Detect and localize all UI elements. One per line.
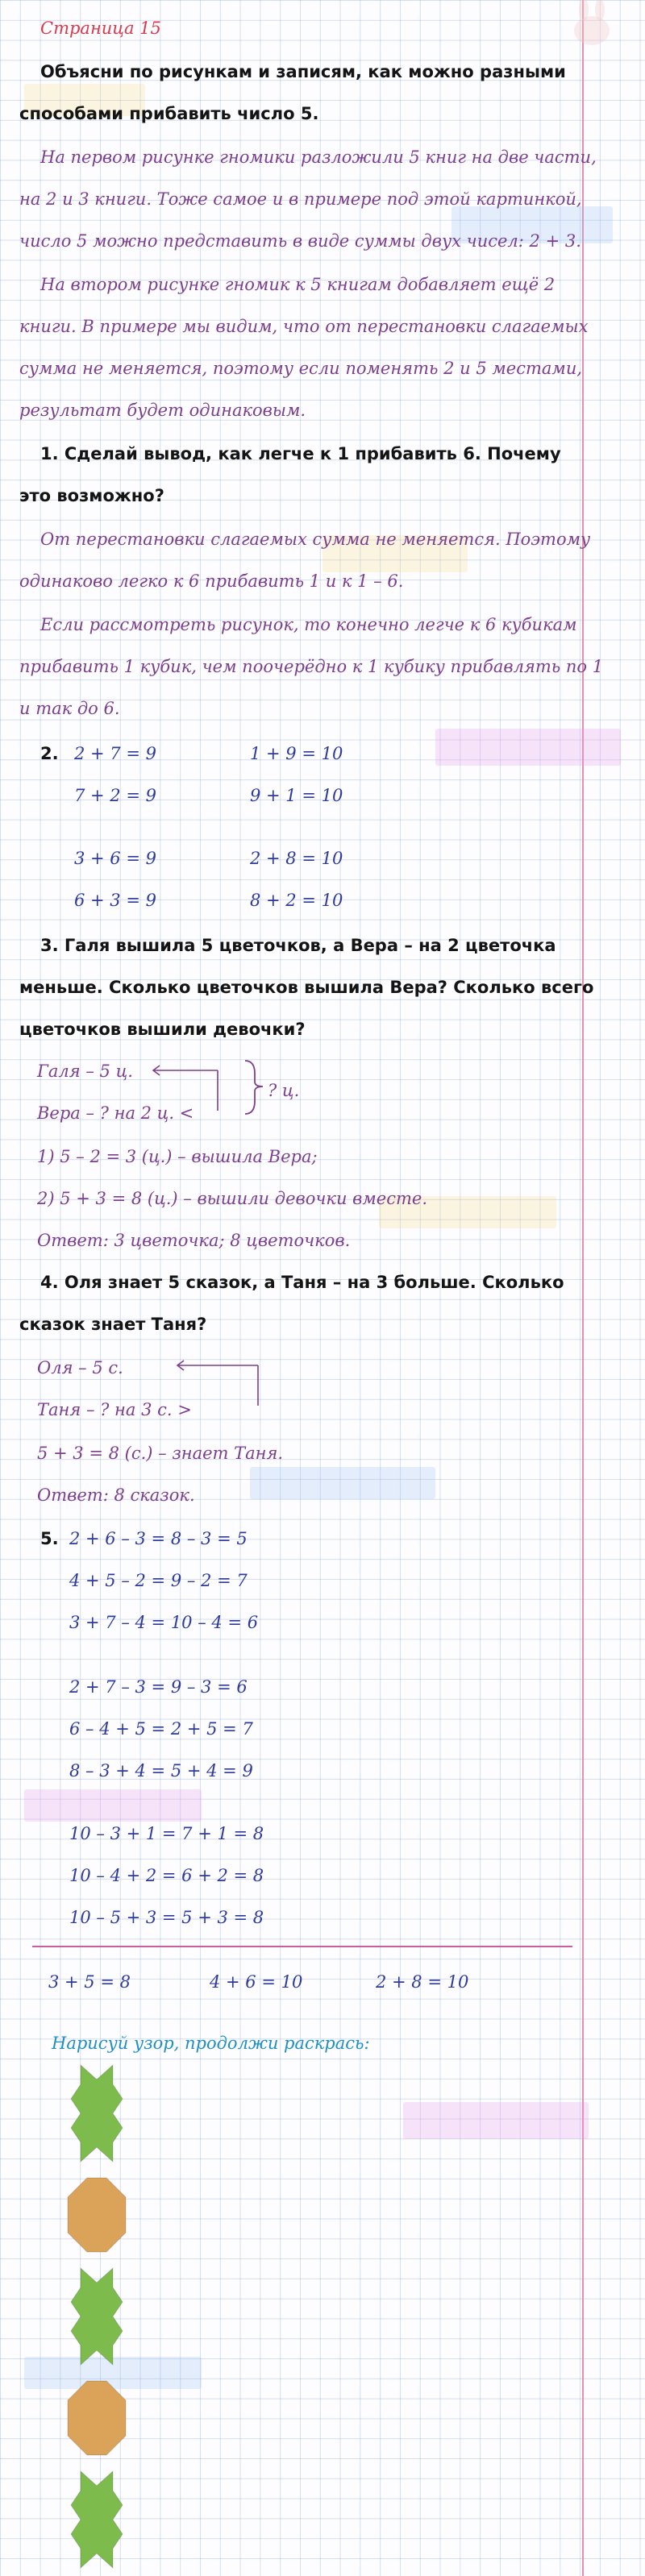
task3-solution-step: 2) 5 + 3 = 8 (ц.) – вышили девочки вместе.: [37, 1189, 428, 1208]
task4-short-record: Оля – 5 с.: [37, 1358, 123, 1377]
intro-paragraph-line: сумма не меняется, поэтому если поменять 2 и 5 местами,: [19, 359, 583, 378]
green-pattern-shape: [71, 2471, 123, 2568]
watermark: [24, 1789, 202, 1822]
intro-paragraph-line: На втором рисунке гномик к 5 книгам добавляет ещё 2: [40, 275, 556, 294]
task3-answer: Ответ: 3 цветочка; 8 цветочков.: [37, 1231, 351, 1250]
task3-short-record: Галя – 5 ц.: [37, 1062, 133, 1081]
task5-equation: 10 – 3 + 1 = 7 + 1 = 8: [69, 1824, 264, 1843]
task2-equation: 2 + 8 = 10: [250, 849, 343, 868]
task3-comparison-arrow: [145, 1062, 226, 1111]
task4-solution: 5 + 3 = 8 (с.) – знает Таня.: [37, 1444, 284, 1463]
task1-answer-line: От перестановки слагаемых сумма не меняется. Поэтому: [40, 530, 591, 549]
task4-question-line: сказок знает Таня?: [19, 1315, 207, 1334]
task4-question-line: 4. Оля знает 5 сказок, а Таня – на 3 больше. Сколько: [40, 1273, 564, 1292]
task2-equation: 7 + 2 = 9: [74, 786, 156, 805]
task5-equation: 3 + 7 – 4 = 10 – 4 = 6: [69, 1613, 259, 1632]
task5-equation: 10 – 5 + 3 = 5 + 3 = 8: [69, 1908, 264, 1927]
task2-equation: 3 + 6 = 9: [74, 849, 156, 868]
task3-short-record: Вера – ? на 2 ц. <: [37, 1103, 194, 1123]
page-title: Страница 15: [40, 19, 161, 38]
bunny-logo-icon: [560, 0, 624, 48]
task1-answer-line: и так до 6.: [19, 699, 120, 718]
intro-paragraph-line: на 2 и 3 книги. Тоже самое и в примере под этой картинкой,: [19, 189, 582, 209]
task1-answer-line: прибавить 1 кубик, чем поочерёдно к 1 кубику прибавлять по 1: [19, 657, 604, 676]
task3-question-line: меньше. Сколько цветочков вышила Вера? Сколько всего: [19, 978, 594, 997]
task3-question-line: 3. Галя вышила 5 цветочков, а Вера – на 2 цветочка: [40, 936, 556, 955]
pattern-drawing: [48, 2063, 161, 2576]
task1-answer-line: одинаково легко к 6 прибавить 1 и к 1 – 6.: [19, 571, 404, 591]
task2-equation: 6 + 3 = 9: [74, 891, 156, 910]
task3-brace-label: ? ц.: [268, 1081, 300, 1100]
intro-paragraph-line: книги. В примере мы видим, что от перестановки слагаемых: [19, 317, 589, 336]
extra-equation: 4 + 6 = 10: [210, 1972, 303, 1992]
watermark: [403, 2102, 589, 2139]
task1-answer-line: Если рассмотреть рисунок, то конечно легче к 6 кубикам: [40, 615, 577, 634]
task2-number: 2.: [40, 744, 59, 763]
task2-equation: 9 + 1 = 10: [250, 786, 343, 805]
task2-equation: 1 + 9 = 10: [250, 744, 343, 763]
green-pattern-shape: [71, 2065, 123, 2162]
watermark: [250, 1467, 435, 1499]
intro-question-line: Объясни по рисункам и записям, как можно разными: [40, 62, 566, 81]
task2-equation: 8 + 2 = 10: [250, 891, 343, 910]
task5-number: 5.: [40, 1529, 59, 1548]
task3-question-line: цветочков вышили девочки?: [19, 1020, 306, 1039]
task1-question-line: 1. Сделай вывод, как легче к 1 прибавить 6. Почему: [40, 444, 561, 463]
pattern-title: Нарисуй узор, продолжи раскрась:: [52, 2034, 370, 2053]
task5-equation: 2 + 7 – 3 = 9 – 3 = 6: [69, 1677, 248, 1697]
task4-answer: Ответ: 8 сказок.: [37, 1485, 195, 1505]
section-divider: [32, 1946, 572, 1947]
watermark: [435, 729, 621, 766]
intro-paragraph-line: результат будет одинаковым.: [19, 401, 306, 420]
extra-equation: 3 + 5 = 8: [48, 1972, 131, 1992]
task5-equation: 6 – 4 + 5 = 2 + 5 = 7: [69, 1719, 253, 1739]
extra-equation: 2 + 8 = 10: [376, 1972, 469, 1992]
task4-comparison-arrow: [169, 1357, 266, 1406]
intro-paragraph-line: На первом рисунке гномики разложили 5 книг на две части,: [40, 147, 597, 167]
task5-equation: 8 – 3 + 4 = 5 + 4 = 9: [69, 1761, 253, 1780]
task2-equation: 2 + 7 = 9: [74, 744, 156, 763]
orange-pattern-shape: [68, 2178, 126, 2252]
task5-equation: 10 – 4 + 2 = 6 + 2 = 8: [69, 1866, 264, 1885]
task3-brace: [242, 1057, 266, 1116]
task1-question-line: это возможно?: [19, 486, 164, 505]
orange-pattern-shape: [68, 2381, 126, 2455]
intro-question-line: способами прибавить число 5.: [19, 104, 319, 123]
task5-equation: 2 + 6 – 3 = 8 – 3 = 5: [69, 1529, 248, 1548]
green-pattern-shape: [71, 2268, 123, 2365]
intro-paragraph-line: число 5 можно представить в виде суммы двух чисел: 2 + 3.: [19, 231, 581, 251]
notebook-margin-line: [582, 0, 584, 2576]
task5-equation: 4 + 5 – 2 = 9 – 2 = 7: [69, 1571, 248, 1590]
task4-short-record: Таня – ? на 3 с. >: [37, 1400, 192, 1419]
task3-solution-step: 1) 5 – 2 = 3 (ц.) – вышила Вера;: [37, 1147, 318, 1166]
